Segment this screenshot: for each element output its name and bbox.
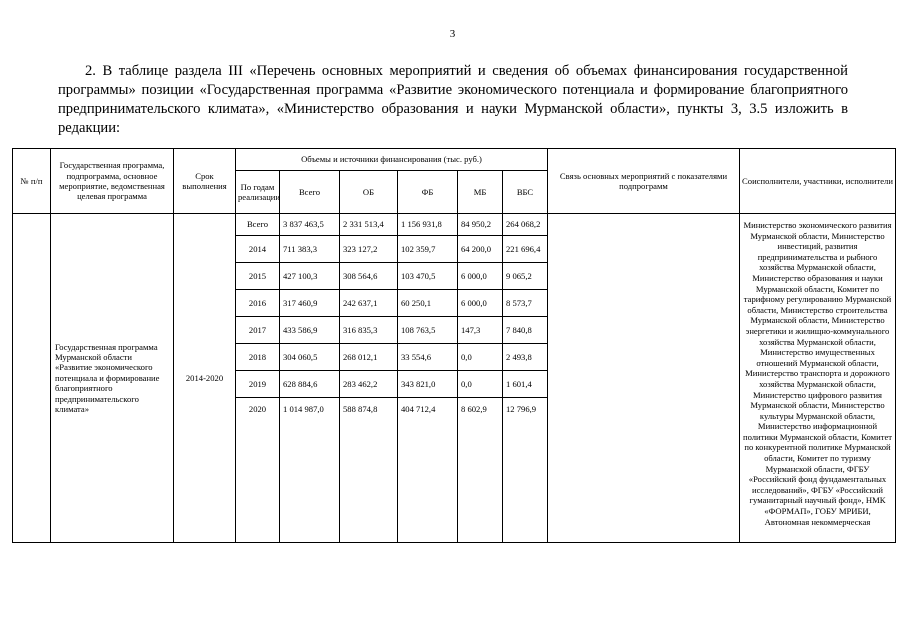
row-year: 2016 bbox=[236, 290, 280, 317]
program-term: 2014-2020 bbox=[174, 214, 236, 543]
row-mb: 64 200,0 bbox=[458, 236, 503, 263]
row-fb: 108 763,5 bbox=[398, 317, 458, 344]
row-ob: 268 012,1 bbox=[340, 344, 398, 371]
row-total: 628 884,6 bbox=[280, 371, 340, 398]
header-coexecutors: Соисполнители, участники, исполнители bbox=[740, 149, 896, 214]
row-fb: 103 470,5 bbox=[398, 263, 458, 290]
row-year: Всего bbox=[236, 214, 280, 236]
header-num: № п/п bbox=[13, 149, 51, 214]
row-vbs: 2 493,8 bbox=[503, 344, 548, 371]
row-fb: 60 250,1 bbox=[398, 290, 458, 317]
header-row-1 bbox=[13, 149, 896, 171]
row-total: 433 586,9 bbox=[280, 317, 340, 344]
row-ob: 308 564,6 bbox=[340, 263, 398, 290]
row-year: 2017 bbox=[236, 317, 280, 344]
row-fb: 343 821,0 bbox=[398, 371, 458, 398]
financing-table bbox=[12, 148, 896, 543]
header-vbs: ВБС bbox=[503, 171, 548, 214]
row-year: 2019 bbox=[236, 371, 280, 398]
row-ob: 283 462,2 bbox=[340, 371, 398, 398]
header-mb: МБ bbox=[458, 171, 503, 214]
page-number: 3 bbox=[449, 28, 456, 40]
header-term: Срок выполнения bbox=[174, 149, 236, 214]
header-link: Связь основных мероприятий с показателями подпрограмм bbox=[548, 149, 740, 214]
intro-paragraph: 2. В таблице раздела III «Перечень основных мероприятий и сведения об объемах финансирования государственной программы» позиции «Государственная программа «Развитие экономического потенциала и формирование благоприятного предпринимательского климата», «Министерство образования и науки Мурманской области», пункты 3, 3.5 изложить в редакции: bbox=[58, 63, 848, 136]
header-total: Всего bbox=[280, 171, 340, 214]
header-ob: ОБ bbox=[340, 171, 398, 214]
row-num-cell bbox=[13, 214, 51, 543]
row-mb: 0,0 bbox=[458, 371, 503, 398]
row-ob: 2 331 513,4 bbox=[340, 214, 398, 236]
header-program: Государственная программа, подпрограмма, основное мероприятие, ведомственная целевая программа bbox=[51, 149, 174, 214]
row-ob: 323 127,2 bbox=[340, 236, 398, 263]
row-fb: 33 554,6 bbox=[398, 344, 458, 371]
row-mb: 147,3 bbox=[458, 317, 503, 344]
row-vbs: 7 840,8 bbox=[503, 317, 548, 344]
row-vbs: 8 573,7 bbox=[503, 290, 548, 317]
row-vbs: 1 601,4 bbox=[503, 371, 548, 398]
coexecutors-cell: Министерство экономического развития Мурманской области, Министерство инвестиций, развития предпринимательства и рыбного хозяйства Мурманской области, Министерство образования и науки Мурманской области, Комитет по тарифному регулированию Мурманской области, Министерство строительства Мурманской области, Министерство энергетики и жилищно-коммунального хозяйства Мурманской области, Министерство имущественных отношений Мурманской области, Министерство транспорта и дорожного хозяйства Мурманской области, Министерство цифрового развития Мурманской области, Министерство культуры Мурманской области, Министерство информационной политики Мурманской области, Комитет по конкурентной политике Мурманской области, Комитет по туризму Мурманской области, ФГБУ «Российский фонд фундаментальных исследований», ФГБУ «Российский гуманитарный научный фонд», НМК «ФОРМАП», ГОБУ МРИБИ, Автономная некоммерческая bbox=[740, 214, 896, 543]
row-year: 2014 bbox=[236, 236, 280, 263]
row-fb: 404 712,4 bbox=[398, 398, 458, 543]
row-vbs: 12 796,9 bbox=[503, 398, 548, 543]
row-year: 2018 bbox=[236, 344, 280, 371]
link-cell bbox=[548, 214, 740, 543]
row-year: 2015 bbox=[236, 263, 280, 290]
row-total: 317 460,9 bbox=[280, 290, 340, 317]
row-mb: 6 000,0 bbox=[458, 263, 503, 290]
row-vbs: 9 065,2 bbox=[503, 263, 548, 290]
row-total: 3 837 463,5 bbox=[280, 214, 340, 236]
header-financing: Объемы и источники финансирования (тыс. руб.) bbox=[236, 149, 548, 171]
row-vbs: 264 068,2 bbox=[503, 214, 548, 236]
row-total: 427 100,3 bbox=[280, 263, 340, 290]
row-mb: 6 000,0 bbox=[458, 290, 503, 317]
row-ob: 242 637,1 bbox=[340, 290, 398, 317]
row-total: 711 383,3 bbox=[280, 236, 340, 263]
row-year: 2020 bbox=[236, 398, 280, 543]
header-fb: ФБ bbox=[398, 171, 458, 214]
row-vbs: 221 696,4 bbox=[503, 236, 548, 263]
row-total: 304 060,5 bbox=[280, 344, 340, 371]
row-ob: 316 835,3 bbox=[340, 317, 398, 344]
header-by-years: По годам реализации bbox=[236, 171, 280, 214]
row-ob: 588 874,8 bbox=[340, 398, 398, 543]
row-mb: 84 950,2 bbox=[458, 214, 503, 236]
row-fb: 102 359,7 bbox=[398, 236, 458, 263]
program-name: Государственная программа Мурманской области «Развитие экономического потенциала и формирование благоприятного предпринимательского климата» bbox=[51, 214, 174, 543]
row-mb: 8 602,9 bbox=[458, 398, 503, 543]
table-row bbox=[13, 214, 896, 236]
row-mb: 0,0 bbox=[458, 344, 503, 371]
row-fb: 1 156 931,8 bbox=[398, 214, 458, 236]
row-total: 1 014 987,0 bbox=[280, 398, 340, 543]
